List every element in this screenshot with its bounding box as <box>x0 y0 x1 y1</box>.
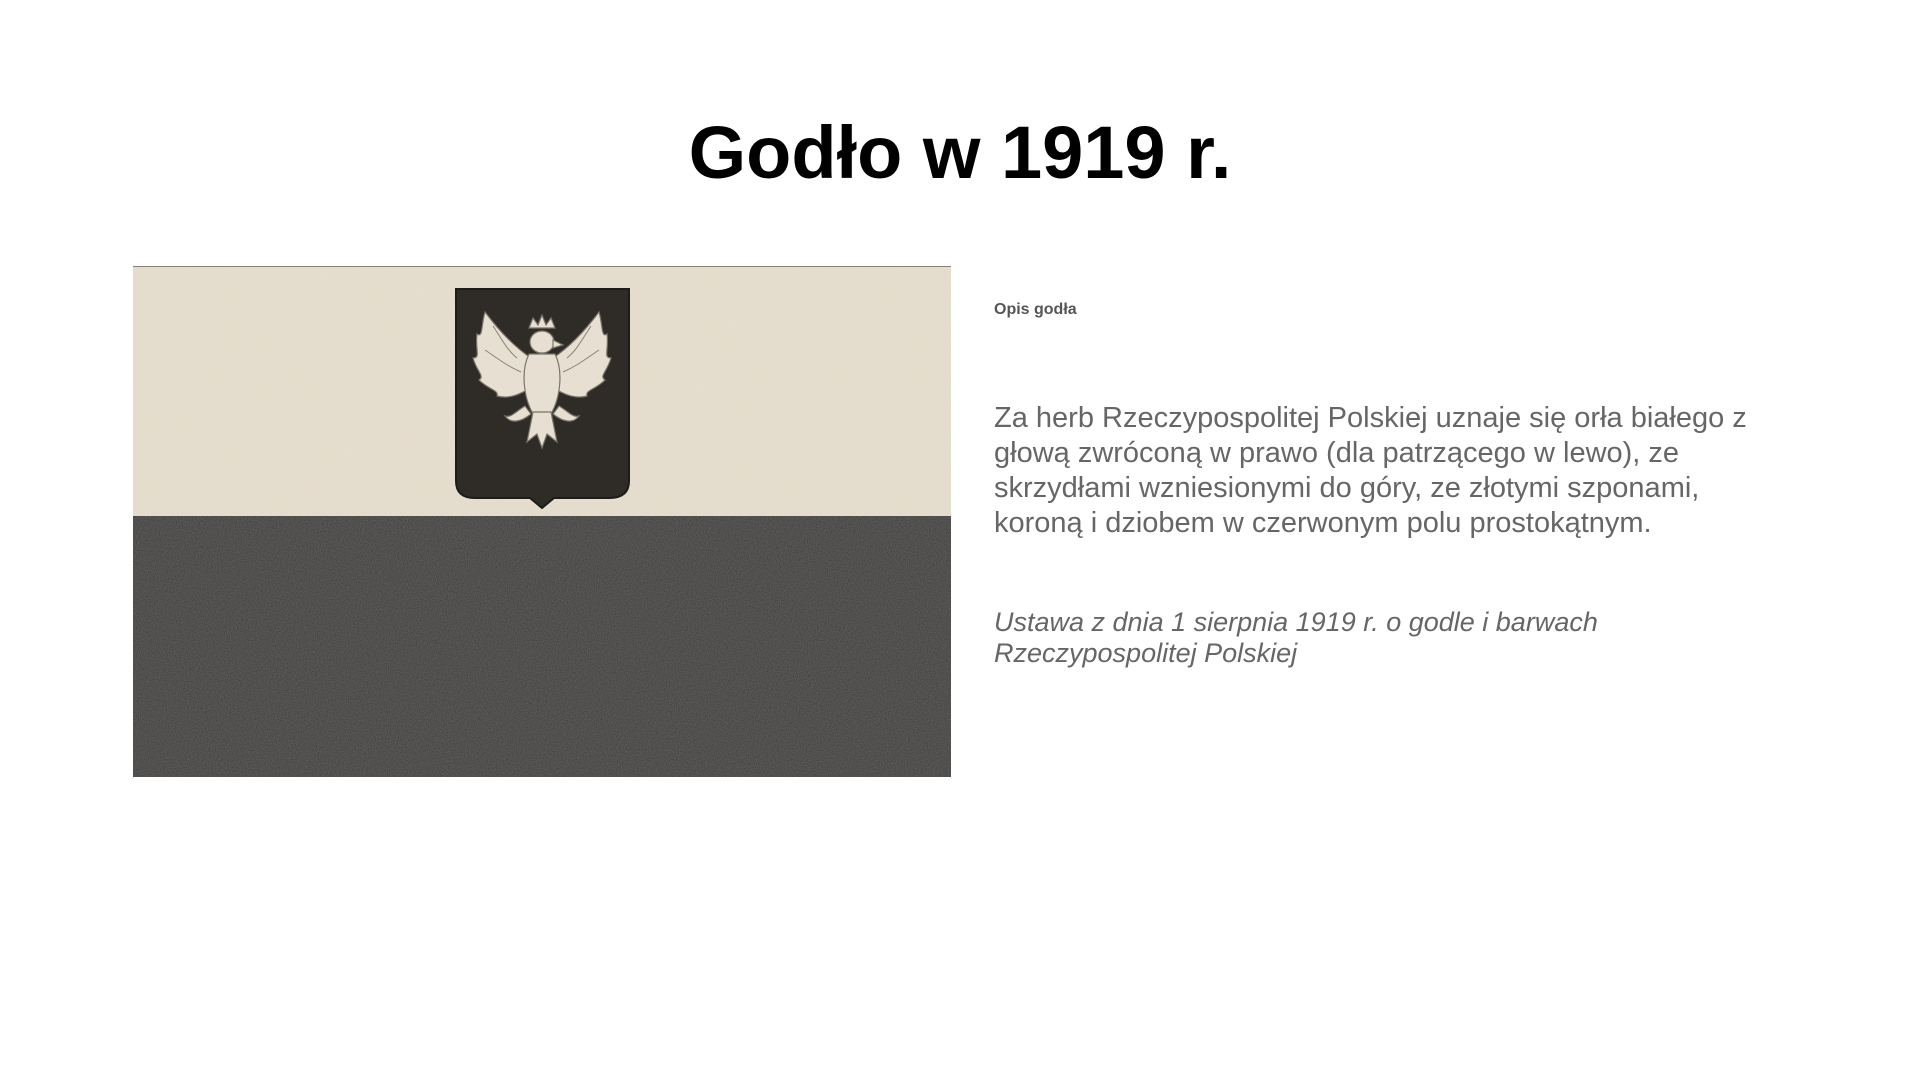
emblem-description: Za herb Rzeczypospolitej Polskiej uznaje się orła białego z głową zwróconą w prawo (dla patrzącego w lewo), ze skrzydłami wzniesionymi do góry, ze złotymi szponami, koroną i dziobem w czerwonym polu prostokątnym. <box>994 401 1747 539</box>
flag-bottom-band <box>133 516 951 777</box>
coat-of-arms-shield <box>456 289 629 508</box>
source-citation: Ustawa z dnia 1 sierpnia 1919 r. o godle i barwach Rzeczypospolitej Polskiej <box>994 606 1598 668</box>
slide-title: Godło w 1919 r. <box>688 111 1232 194</box>
caption-label: Opis godła <box>994 301 1077 318</box>
description-panel <box>994 300 1794 669</box>
flag-image <box>133 266 951 777</box>
